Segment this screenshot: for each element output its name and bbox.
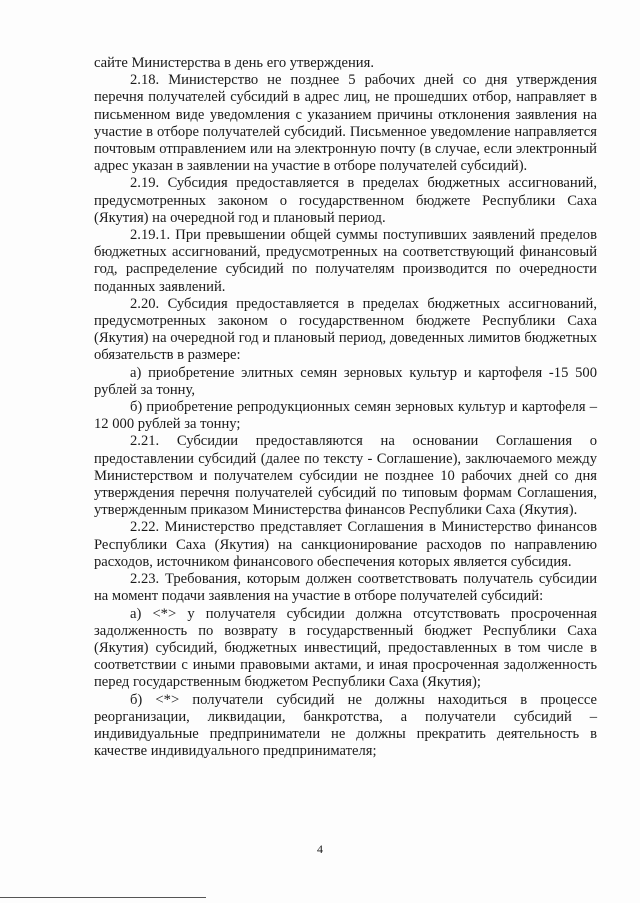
paragraph-2-18: 2.18. Министерство не позднее 5 рабочих дней со дня утверждения перечня получателей субсидий в адрес лиц, не прошедших отбор, направляет в письменном виде уведомления с указанием причины отклонения заявления на участие в отборе получателей субсидий. Письменное уведомление направляется почтовым отправлением или на электронную почту (в случае, если электронный адрес указан в заявлении на участие в отборе получателей субсидий).	[94, 72, 597, 175]
paragraph-2-23-a: а) <*> у получателя субсидии должна отсутствовать просроченная задолженность по возврату в государственный бюджет Республики Саха (Якутия) субсидий, бюджетных инвестиций, предоставленных в том числе в соответствии с иными правовыми актами, и иная просроченная задолженность перед государственным бюджетом Республики Саха (Якутия);	[94, 605, 597, 691]
paragraph-2-19-1: 2.19.1. При превышении общей суммы поступивших заявлений пределов бюджетных ассигнований, предусмотренных на соответствующий финансовый год, распределение субсидий по получателям производится по очередности поданных заявлений.	[94, 227, 597, 295]
paragraph-2-20-a: а) приобретение элитных семян зерновых культур и картофеля -15 500 рублей за тонну,	[94, 364, 597, 398]
paragraph-2-23-b: б) <*> получатели субсидий не должны находиться в процессе реорганизации, ликвидации, банкротства, а получатели субсидий – индивидуальные предприниматели не должны прекратить деятельность в качестве индивидуального предпринимателя;	[94, 691, 597, 760]
paragraph-2-23: 2.23. Требования, которым должен соответствовать получатель субсидии на момент подачи заявления на участие в отборе получателей субсидий:	[94, 571, 597, 605]
paragraph-2-20-b: б) приобретение репродукционных семян зерновых культур и картофеля – 12 000 рублей за тонну;	[94, 399, 597, 433]
page-number: 4	[317, 842, 323, 856]
paragraph-2-21: 2.21. Субсидии предоставляются на основании Соглашения о предоставлении субсидий (далее по тексту - Соглашение), заключаемого между Министерством и получателем субсидии не позднее 10 рабочих дней со дня утверждения перечня получателей субсидий по типовым формам Соглашения, утвержденным приказом Министерства финансов Республики Саха (Якутия).	[94, 433, 597, 519]
document-body	[94, 55, 597, 760]
scan-artifact-line	[0, 897, 206, 898]
paragraph-2-20: 2.20. Субсидия предоставляется в пределах бюджетных ассигнований, предусмотренных законом о государственном бюджете Республики Саха (Якутия) на очередной год и плановый период, доведенных лимитов бюджетных обязательств в размере:	[94, 295, 597, 364]
paragraph-2-22: 2.22. Министерство представляет Соглашения в Министерство финансов Республики Саха (Якутия) на санкционирование расходов по направлению расходов, источником финансового обеспечения которых является субсидия.	[94, 519, 597, 570]
paragraph-continuation: сайте Министерства в день его утверждения.	[94, 55, 374, 71]
paragraph-2-19: 2.19. Субсидия предоставляется в пределах бюджетных ассигнований, предусмотренных законом о государственном бюджете Республики Саха (Якутия) на очередной год и плановый период.	[94, 175, 597, 226]
